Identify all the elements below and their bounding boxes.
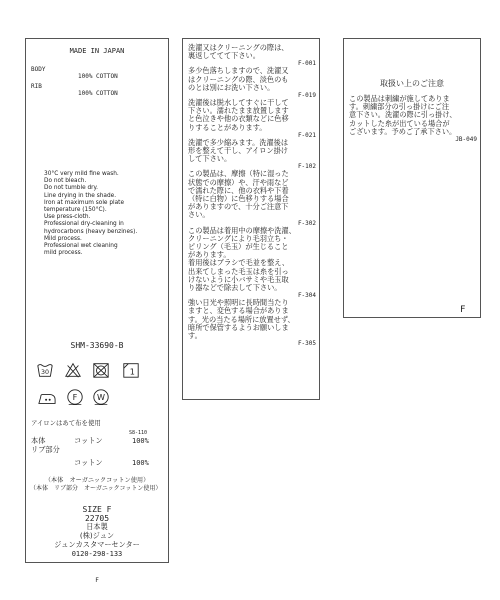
care-note-line: があります。 [188,250,231,260]
care-note-line: 裏返しててて下さい。 [188,51,260,61]
iron-medium-icon [36,389,58,407]
care-note-line: この製品は着用中の摩擦や洗濯、 [188,225,296,235]
care-note-code: F-302 [297,219,316,227]
care-note-line: で濡れた際に、他の衣料や下着 [188,185,289,195]
rib-composition: 100% COTTON [78,90,118,97]
s8-code: S8-110 [129,430,148,436]
body-composition: 100% COTTON [78,73,118,80]
caution-line: 意下さい。洗濯の際に引っ掛け、 [349,110,457,120]
care-note-line: ますと、変色する場合がありま [188,306,289,316]
care-note-line: りすることがあります。 [188,122,267,132]
care-note-paragraph [188,139,316,171]
organic-note-2: （本体 リブ部分 オーガニックコットン使用） [30,485,162,492]
care-note-code: F-304 [297,292,316,300]
care-instructions [44,171,137,257]
svg-text:F: F [72,392,78,403]
care-note-line: この製品は、摩擦（特に湿った [188,169,289,179]
care-note-line: はクリーニングの際、淡色のも [188,74,289,84]
lot-number: 22705 [84,514,110,523]
care-instruction-line: hydrocarbons (heavy benzines). [44,228,138,235]
care-instruction-line: Iron at maximum sole plate [44,199,125,206]
caution-title: 取扱い上のご注意 [380,79,444,88]
care-note-line: り器などで除去して下さい。 [188,283,282,293]
care-instruction-line: Do not bleach. [44,178,87,185]
care-note-line: 形を整えて干し、アイロン掛け [188,146,288,156]
caution-line: す。刺繍部分の引っ掛けにご注 [349,102,450,112]
care-note-line: 状態での摩擦）や、汗や雨など [188,177,289,187]
care-note-line: クリーニングにより毛羽立ち・ [188,233,289,243]
care-note-code: F-019 [297,92,316,100]
organic-note-1: （本体 オーガニックコットン使用） [44,477,150,484]
jp-body-label: 本体 [31,436,46,445]
care-instruction-line: Line drying in the shade. [44,192,117,199]
care-note-line: 洗濯後は脱水してすぐに干して [188,98,289,108]
care-note-line: と色泣きや他の衣類などに色移 [188,114,289,124]
care-instruction-line: Professional dry-cleaning in [44,221,124,228]
care-note-line: 出来てしまった毛玉は糸を引っ [188,266,289,276]
svg-text:1: 1 [129,366,135,377]
care-note-paragraph [188,227,316,300]
care-note-code: F-102 [297,163,316,171]
customer-center: ジュンカスタマーセンター [54,540,140,549]
care-note-code: F-021 [297,131,316,139]
care-note-code: F-305 [297,340,316,348]
size-text: SIZE F [82,505,112,514]
do-not-tumble-dry-icon [92,361,110,379]
care-note-line: けないように小バサミや毛玉取 [188,274,289,284]
care-label-notes [182,38,320,400]
care-note-line: 暗所で保管するようお願いしま [188,322,289,332]
jp-rib-label: リブ部分 [31,445,60,454]
product-code: SHM-33690-B [70,341,124,350]
made-in-text: MADE IN JAPAN [69,47,125,55]
care-note-line: がありますので、十分ご注意下 [188,202,289,212]
care-note-line: （特に白物）に色移りする場合 [188,194,289,204]
care-instruction-line: Professional wet cleaning [44,243,118,250]
care-instruction-line: Use press-cloth. [44,214,91,221]
care-label-caution [343,38,481,318]
footer-letter: F [95,577,99,584]
body-label: BODY [31,66,46,73]
origin-jp: 日本製 [86,522,108,531]
care-note-paragraph [188,99,316,139]
care-note-paragraph [188,44,316,67]
jp-body-material: コットン [74,436,103,445]
care-note-line: ピリング（毛玉）が生じること [188,242,289,252]
caution-code: JB-049 [455,136,477,144]
dry-clean-f-icon [66,388,84,406]
care-notes-text [188,44,316,347]
care-note-line: 洗濯で多少縮みます。洗濯後は [188,137,289,147]
care-note-line: 洗濯又はクリーニングの際は、 [188,43,289,52]
phone-number: 0120-298-133 [71,550,123,558]
care-note-code: F-001 [297,60,316,68]
care-note-paragraph [188,170,316,226]
care-note-line: 多少色落ちしますので、洗濯又 [188,66,289,76]
care-note-line: 強い日光や照明に長時間当たり [188,298,289,308]
wash-30-icon [36,361,54,379]
care-note-line: 下さい。濡れたまま放置します [188,106,289,116]
care-instruction-line: mild process. [44,250,83,257]
jp-body-percent: 100% [132,437,149,445]
caution-text [349,95,477,143]
care-note-line: して下さい。 [188,154,232,164]
caution-line: カットした糸が出ている場合が [349,118,450,128]
caution-line: ございます。予めご了承下さい。 [349,126,457,136]
care-note-paragraph [188,299,316,347]
line-dry-shade-icon [122,361,140,379]
care-note-line: 着用後はブラシで毛並を整え、 [188,258,290,268]
caution-line: この製品は刺繍が施してありま [349,94,450,103]
wet-clean-w-icon [92,388,110,406]
jp-rib-material: コットン [74,458,103,467]
do-not-bleach-icon [64,361,82,379]
care-note-line: のとは別にお洗い下さい。 [188,82,275,92]
svg-text:W: W [97,392,105,403]
iron-note: アイロンはあて布を使用 [31,419,101,427]
care-label-main [25,38,169,584]
rib-label: RIB [31,83,42,90]
care-note-line: さい。 [188,210,210,220]
care-instruction-line: Mild process. [44,235,82,242]
company-name: (株)ジュン [79,531,115,540]
care-note-line: す。光の当たる場所に放置せず、 [188,314,295,324]
care-note-paragraph [188,67,316,99]
jp-rib-percent: 100% [132,459,149,467]
footer-letter: F [460,305,466,315]
care-instruction-line: 30°C very mild fine wash. [44,171,119,177]
care-instruction-line: Do not tumble dry. [44,185,98,192]
svg-text:30: 30 [40,369,50,377]
care-note-line: す。 [188,331,202,341]
care-instruction-line: temperature (150°C). [44,207,107,214]
